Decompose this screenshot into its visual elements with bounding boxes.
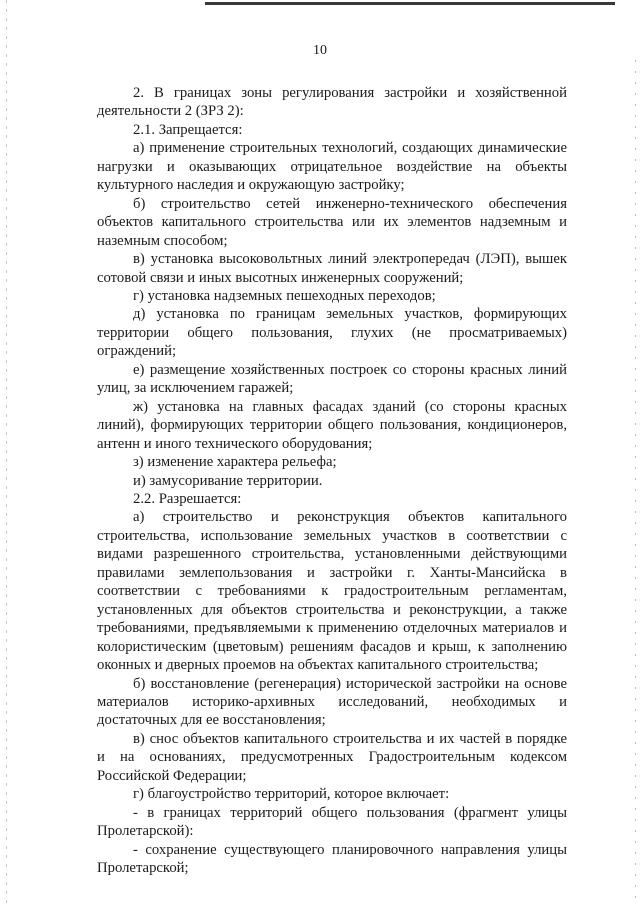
paragraph-allowed-v: в) снос объектов капитального строительства и их частей в порядке и на основаниях, предусмотренных Градостроительным кодексом Российской Федерации; [97, 730, 567, 784]
paragraph-prohibited-g: г) установка надземных пешеходных переходов; [133, 287, 436, 304]
paragraph-allowed-g-sub1: - в границах территорий общего пользования (фрагмент улицы Пролетарской): [97, 804, 567, 840]
paragraph-prohibited-b: б) строительство сетей инженерно-технического обеспечения объектов капитального строительства или их элементов надземным и наземным способом; [97, 195, 567, 249]
paragraph-prohibited-v: в) установка высоковольтных линий электропередач (ЛЭП), вышек сотовой связи и иных высотных инженерных сооружений; [97, 251, 567, 286]
paragraph-allowed-g-sub2: - сохранение существующего планировочного направления улицы Пролетарской; [97, 841, 567, 877]
page-number: 10 [313, 43, 327, 58]
paragraph-prohibited-e: е) размещение хозяйственных построек со стороны красных линий улиц, за исключением гаражей; [97, 361, 567, 397]
paragraph-prohibited-a: а) применение строительных технологий, создающих динамические нагрузки и оказывающих отрицательное воздействие на объекты культурного наследия и окружающую застройку; [97, 140, 567, 194]
scan-edge-left [6, 0, 7, 905]
paragraph-prohibited-zh: ж) установка на главных фасадах зданий (со стороны красных линий), формирующих территории общего пользования, кондиционеров, антенн и иного технического оборудования; [97, 398, 567, 452]
paragraph-prohibited-d: д) установка по границам земельных участков, формирующих территории общего пользования, глухих (не просматриваемых) ограждений; [97, 306, 567, 360]
document-body [97, 84, 567, 877]
paragraph-allowed-heading: 2.2. Разрешается: [133, 490, 242, 507]
paragraph-prohibited-heading: 2.1. Запрещается: [133, 121, 243, 138]
scan-edge-top [205, 2, 615, 5]
paragraph-prohibited-z: з) изменение характера рельефа; [133, 454, 337, 471]
paragraph-allowed-b: б) восстановление (регенерация) исторической застройки на основе материалов историко-архивных исследований, необходимых и достаточных для ее восстановления; [97, 675, 567, 729]
paragraph-zone-heading: 2. В границах зоны регулирования застройки и хозяйственной деятельности 2 (ЗРЗ 2): [97, 85, 567, 120]
paragraph-allowed-a: а) строительство и реконструкция объектов капитального строительства, использование земельных участков в соответствии с видами разрешенного строительства, установленными действующими правилами землепользования и застройки г. Ханты-Мансийска в соответствии с требованиями к градостроительным регламентам, установленных для объектов строительства и реконструкции, а также требованиями, предъявляемыми к применению отделочных материалов и колористическим (цветовым) решениям фасадов и крыш, к заполнению оконных и дверных проемов на объектах капитального строительства; [97, 509, 567, 674]
scan-edge-right [635, 60, 636, 900]
paragraph-prohibited-i: и) замусоривание территории. [133, 472, 323, 489]
paragraph-allowed-g: г) благоустройство территорий, которое включает: [133, 786, 450, 803]
